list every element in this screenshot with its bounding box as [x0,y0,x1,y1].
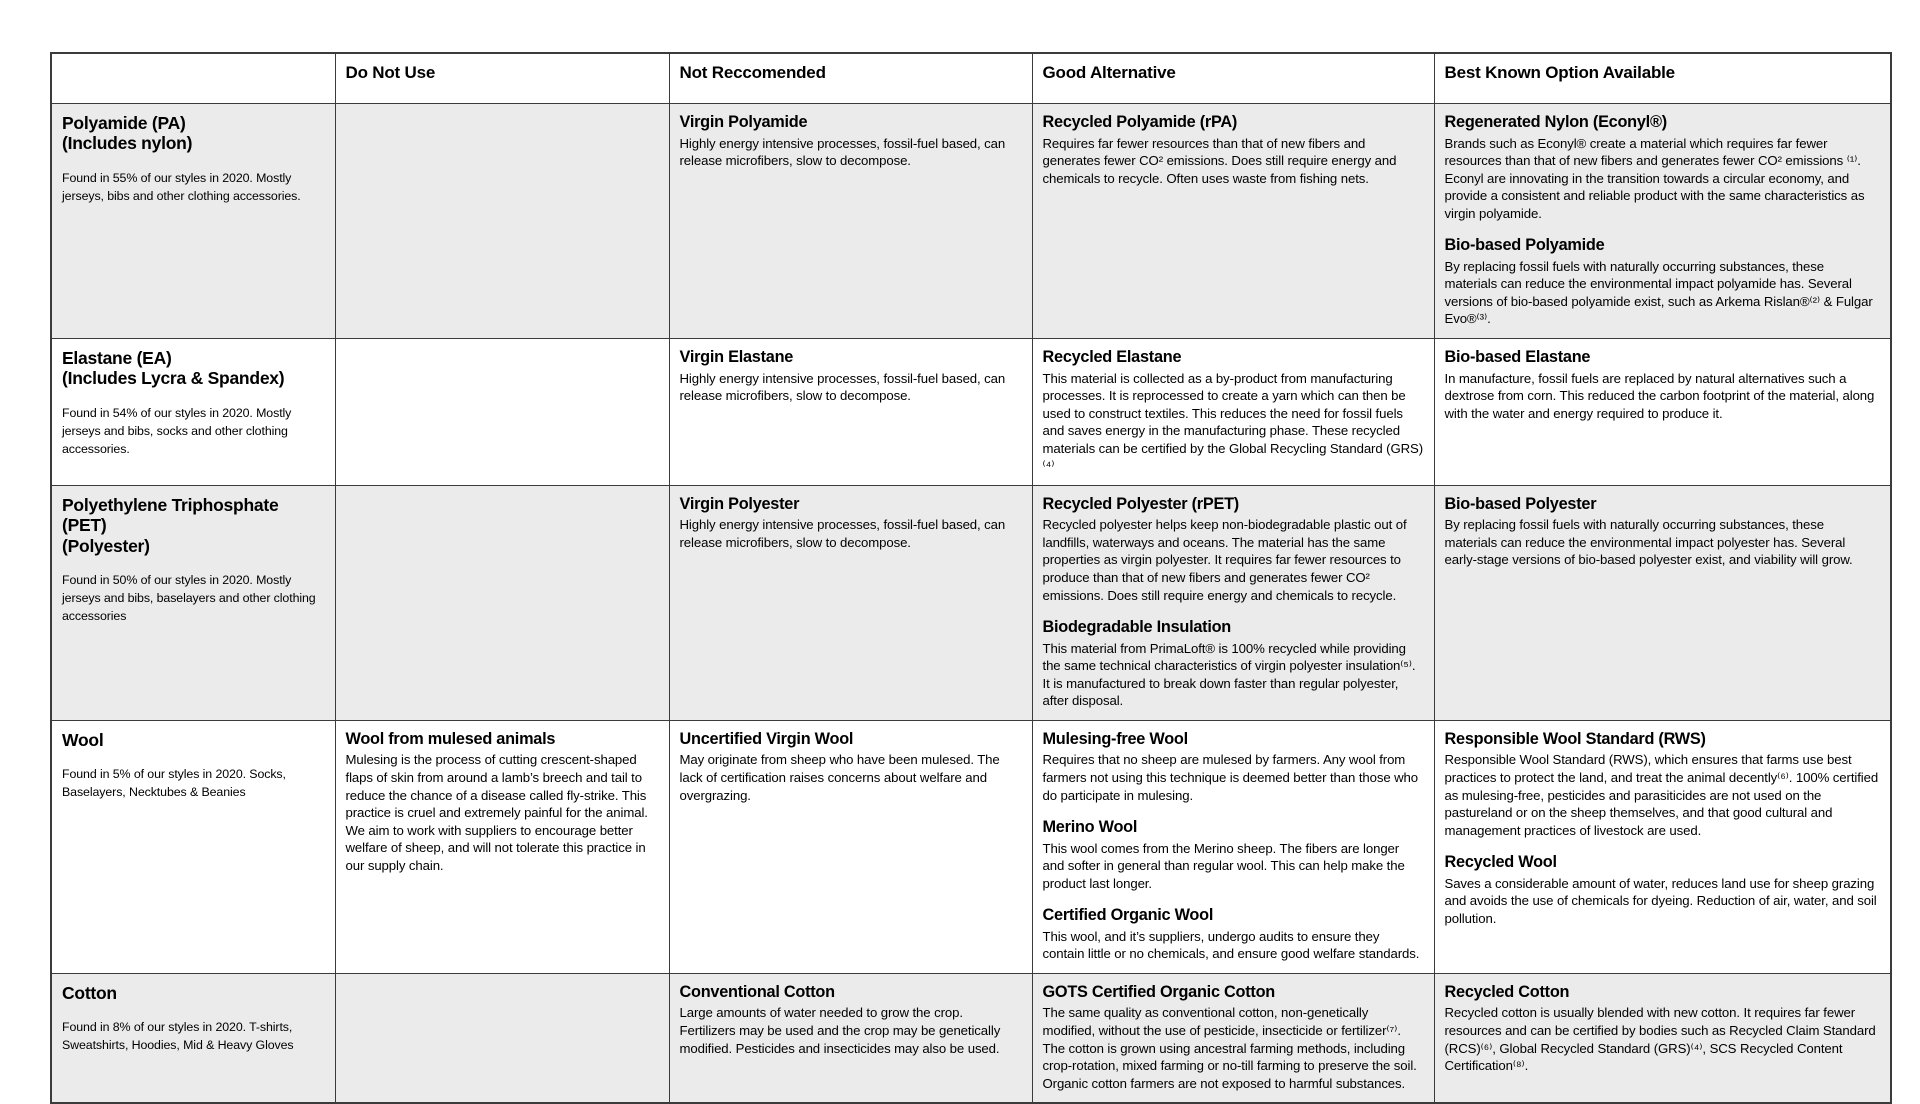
best-known-option-cell [1434,339,1891,486]
table-row [51,104,1891,339]
material-note: Found in 55% of our styles in 2020. Mostly jerseys, bibs and other clothing accessories. [62,170,301,203]
entry-heading: Regenerated Nylon (Econyl®) [1444,113,1667,131]
entry-block [680,730,1022,804]
entry-heading: Merino Wool [1042,818,1138,837]
entry-body: Responsible Wool Standard (RWS), which ensures that farms use best practices to protect the land, and treat the animal decently⁽⁶⁾. 100% certified as mulesing-free, pesticides and parasiticides are not used on the pastureland or on the sheep themselves, and that good cultural and management practices of livestock are used. [1444,752,1879,838]
not-recommended-cell [669,104,1032,339]
material-title: Wool [62,729,104,750]
materials-matrix-table [50,52,1892,1104]
best-known-option-cell [1434,973,1891,1103]
entry-block [1445,348,1881,422]
not-recommended-cell [669,720,1032,973]
material-note: Found in 54% of our styles in 2020. Mostly jerseys and bibs, socks and other clothing accessories. [62,405,292,456]
entry-heading: Biodegradable Insulation [1042,618,1231,637]
entry-body: Requires far fewer resources than that of new fibers and generates fewer CO² emissions. Does still require energy and chemicals to recycle. Often uses waste from fishing nets. [1042,135,1397,186]
entry-body: By replacing fossil fuels with naturally occurring substances, these materials can reduce the environmental impact polyamide has. Several versions of bio-based polyamide exist, such as Arkema Rislan®⁽²⁾ & Fulgar Evo®⁽³⁾. [1444,258,1873,327]
entry-body: Large amounts of water needed to grow the crop. Fertilizers may be used and the crop may be genetically modified. Pesticides and insecticides may also be used. [679,1005,1001,1056]
entry-block [1445,236,1881,328]
table-row [51,485,1891,720]
entry-block [1445,495,1881,569]
entry-body: Highly energy intensive processes, fossil-fuel based, can release microfibers, slow to decompose. [679,517,1006,550]
entry-heading: Conventional Cotton [679,982,835,1001]
entry-heading: Wool from mulesed animals [345,729,556,748]
table-body [51,104,1891,1104]
entry-block [1445,730,1881,839]
materials-matrix-sheet [50,52,1890,1104]
entry-heading: GOTS Certified Organic Cotton [1042,982,1275,1001]
entry-heading: Bio-based Elastane [1444,348,1591,367]
table-header [51,53,1891,104]
material-cell [51,104,335,339]
entry-block [1043,818,1424,892]
entry-body: Highly energy intensive processes, fossil-fuel based, can release microfibers, slow to decompose. [679,135,1006,169]
entry-body: This wool, and it’s suppliers, undergo audits to ensure they contain little or no chemicals, and ensure good welfare standards. [1042,928,1420,962]
best-known-option-cell [1434,104,1891,339]
entry-heading: Mulesing-free Wool [1042,729,1188,748]
header-row [51,53,1891,104]
entry-body: This material from PrimaLoft® is 100% recycled while providing the same technical characteristics of virgin polyester insulation⁽⁵⁾. It is manufactured to break down faster than regular polyester, after disposal. [1042,640,1416,709]
do-not-use-cell [335,104,669,339]
column-header-good-alternative: Good Alternative [1032,53,1434,104]
entry-block [680,113,1022,170]
best-known-option-cell [1434,485,1891,720]
do-not-use-cell [335,339,669,486]
entry-body: Recycled cotton is usually blended with new cotton. It requires far fewer resources and can be certified by bodies such as Recycled Claim Standard (RCS)⁽⁶⁾, Global Recycled Standard (GRS)⁽⁴⁾, SCS Recycled Content Certification⁽⁸⁾. [1444,1005,1876,1074]
good-alternative-cell [1032,339,1434,486]
best-known-option-cell [1434,720,1891,973]
entry-body: This wool comes from the Merino sheep. The fibers are longer and softer in general than regular wool. This can help make the product last longer. [1042,840,1405,891]
material-cell [51,339,335,486]
entry-heading: Certified Organic Wool [1042,906,1214,925]
entry-heading: Virgin Polyester [679,494,800,513]
entry-block [1043,730,1424,804]
column-header-best-known-option: Best Known Option Available [1434,53,1891,104]
entry-body: Recycled polyester helps keep non-biodegradable plastic out of landfills, waterways and oceans. The material has the same properties as virgin polyester. It requires far fewer resources to produce than that of new fibers and generates fewer CO² emissions. Does still require energy and chemicals to recycle. [1042,517,1407,603]
entry-body: Brands such as Econyl® create a material which requires far fewer resources than that of new fibers and generates fewer CO² emissions ⁽¹⁾. Econyl are innovating in the transition towards a circular economy, and provide a consistent and reliable product with the same characteristics as virgin polyamide. [1444,135,1865,221]
entry-body: By replacing fossil fuels with naturally occurring substances, these materials can reduce the environmental impact polyester has. Several early-stage versions of bio-based polyester exist, and viability will grow. [1444,517,1853,568]
do-not-use-cell [335,973,669,1103]
entry-block [1043,495,1424,604]
material-title: Cotton [62,982,117,1003]
material-cell [51,720,335,973]
entry-block [680,348,1022,405]
not-recommended-cell [669,339,1032,486]
entry-block [1043,113,1424,187]
entry-heading: Bio-based Polyamide [1444,236,1605,255]
entry-block [346,730,659,874]
entry-heading: Recycled Cotton [1444,982,1570,1001]
column-header-material [51,53,335,104]
entry-heading: Virgin Elastane [679,348,794,367]
entry-heading: Recycled Polyester (rPET) [1042,494,1239,513]
entry-block [1043,906,1424,963]
entry-heading: Recycled Elastane [1042,348,1182,367]
entry-body: Requires that no sheep are mulesed by farmers. Any wool from farmers not using this technique is deemed better than those who do participate in mulesing. [1042,752,1419,803]
entry-body: Highly energy intensive processes, fossil-fuel based, can release microfibers, slow to decompose. [679,370,1006,404]
column-header-do-not-use: Do Not Use [335,53,669,104]
entry-heading: Responsible Wool Standard (RWS) [1444,729,1706,748]
entry-block [1043,983,1424,1092]
do-not-use-cell [335,720,669,973]
entry-heading: Recycled Wool [1444,853,1557,872]
table-row [51,339,1891,486]
not-recommended-cell [669,973,1032,1103]
entry-block [1445,983,1881,1075]
good-alternative-cell [1032,720,1434,973]
material-note: Found in 8% of our styles in 2020. T-shirts, Sweatshirts, Hoodies, Mid & Heavy Gloves [62,1020,294,1053]
entry-block [1043,348,1424,475]
entry-block [1445,113,1881,222]
material-cell [51,485,335,720]
entry-body: This material is collected as a by-product from manufacturing processes. It is reprocessed to create a yarn which can then be used to construct textiles. This reduces the need for fossil fuels and saves energy in the manufacturing phase. These recycled materials can be certified by the Global Recycling Standard (GRS)⁽⁴⁾ [1042,370,1424,474]
entry-body: Mulesing is the process of cutting crescent-shaped flaps of skin from around a lamb’s breech and tail to reduce the chance of a disease called fly-strike. This practice is cruel and extremely painful for the animal. We aim to work with suppliers to encourage better welfare of sheep, and will not tolerate this practice in our supply chain. [345,752,648,873]
entry-block [1043,618,1424,710]
do-not-use-cell [335,485,669,720]
table-row [51,973,1891,1103]
material-cell [51,973,335,1103]
good-alternative-cell [1032,485,1434,720]
entry-block [1445,853,1881,927]
entry-heading: Uncertified Virgin Wool [679,729,854,748]
good-alternative-cell [1032,973,1434,1103]
column-header-not-recommended: Not Reccomended [669,53,1032,104]
entry-block [680,495,1022,552]
material-title: Elastane (EA) (Includes Lycra & Spandex) [62,348,285,389]
table-row [51,720,1891,973]
entry-heading: Virgin Polyamide [679,113,808,131]
entry-body: Saves a considerable amount of water, reduces land use for sheep grazing and avoids the use of chemicals for dyeing. Reduction of air, water, and soil pollution. [1444,875,1877,926]
material-title: Polyethylene Triphosphate (PET) (Polyester) [62,494,279,556]
material-note: Found in 50% of our styles in 2020. Mostly jerseys and bibs, baselayers and other clothing accessories [62,573,316,624]
entry-block [680,983,1022,1057]
entry-heading: Bio-based Polyester [1444,494,1597,513]
material-title: Polyamide (PA) (Includes nylon) [62,113,193,154]
entry-body: May originate from sheep who have been mulesed. The lack of certification raises concerns about welfare and overgrazing. [679,752,1000,803]
entry-heading: Recycled Polyamide (rPA) [1042,113,1238,131]
material-note: Found in 5% of our styles in 2020. Socks, Baselayers, Necktubes & Beanies [62,767,286,800]
entry-body: The same quality as conventional cotton, non-genetically modified, without the use of pesticide, insecticide or fertilizer⁽⁷⁾. The cotton is grown using ancestral farming methods, including crop-rotation, mixed farming or no-till farming to preserve the soil. Organic cotton farmers are not exposed to harmful substances. [1042,1005,1417,1091]
entry-body: In manufacture, fossil fuels are replaced by natural alternatives such a dextrose from corn. This reduced the carbon footprint of the material, along with the water and energy required to produce it. [1444,370,1875,421]
not-recommended-cell [669,485,1032,720]
good-alternative-cell [1032,104,1434,339]
